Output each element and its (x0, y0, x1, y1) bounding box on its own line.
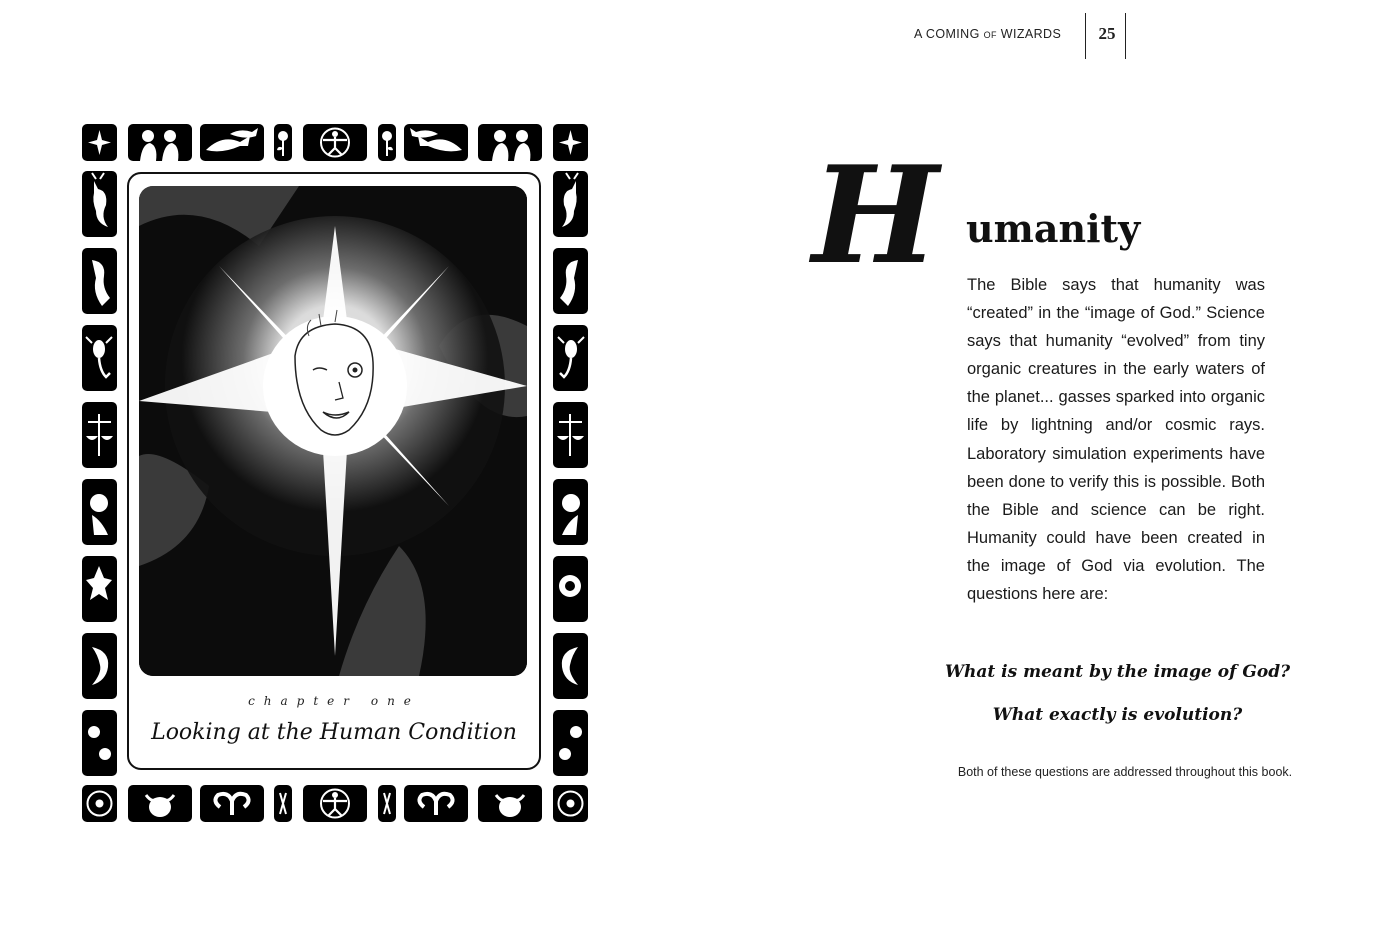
closing-note: Both of these questions are addressed throughout this book. (957, 765, 1293, 779)
zodiac-gemini-icon (128, 124, 192, 161)
zodiac-capricorn-icon (82, 248, 117, 314)
chapter-illustration (139, 186, 527, 676)
book-title: A COMING OF WIZARDS (914, 27, 1062, 41)
zodiac-cancer-icon (553, 710, 588, 776)
zodiac-taurus-icon (128, 785, 192, 822)
zodiac-leo-icon (82, 556, 117, 622)
zodiac-capricorn-icon (82, 171, 117, 237)
zodiac-aries-icon (404, 785, 468, 822)
chapter-title: Looking at the Human Condition (151, 720, 517, 745)
chapter-label: chapter one (248, 694, 420, 708)
star-icon (553, 124, 588, 161)
zodiac-leo-icon (82, 479, 117, 545)
rose-icon (378, 785, 396, 822)
page-number: 25 (1098, 24, 1116, 43)
zodiac-taurus-icon (478, 785, 542, 822)
body-paragraph: The Bible says that humanity was “created” in the “image of God.” Science says that humanity “evolved” from tiny organic creatures in the early waters of the planet... gasses sparked into organic life by lightning and/or cosmic rays. Laboratory simulation experiments have been done to verify this is possible. Both the Bible and science can be right. Humanity could have been created in the image of God via evolution. The questions here are: (967, 276, 1265, 604)
zodiac-leo-icon (553, 479, 588, 545)
zodiac-capricorn-icon (553, 248, 588, 314)
zodiac-pisces-icon (404, 124, 468, 161)
zodiac-gemini-icon (478, 124, 542, 161)
vitruvian-man-icon (303, 124, 367, 161)
star-icon (82, 124, 117, 161)
zodiac-cancer-icon (553, 633, 588, 699)
header-rule-left (1085, 13, 1086, 59)
chapter-card-frame (82, 124, 590, 822)
zodiac-aries-icon (200, 785, 264, 822)
zodiac-leo-icon (553, 556, 588, 622)
zodiac-capricorn-icon (553, 171, 588, 237)
zodiac-scorpio-icon (82, 325, 117, 391)
zodiac-pisces-icon (200, 124, 264, 161)
chapter-card (127, 172, 541, 770)
ankh-icon (553, 785, 588, 822)
zodiac-scorpio-icon (553, 325, 588, 391)
vitruvian-man-icon (303, 785, 367, 822)
book-title-of: OF (983, 30, 997, 40)
zodiac-cancer-icon (82, 633, 117, 699)
zodiac-cancer-icon (82, 710, 117, 776)
drop-cap: H (812, 136, 939, 294)
zodiac-libra-icon (82, 402, 117, 468)
question-one: What is meant by the image of God? (944, 662, 1291, 682)
zodiac-libra-icon (553, 402, 588, 468)
question-two: What exactly is evolution? (992, 705, 1243, 725)
header-rule-right (1125, 13, 1126, 59)
section-heading: umanity (966, 206, 1141, 251)
rose-icon (378, 124, 396, 161)
rose-icon (274, 124, 292, 161)
ankh-icon (82, 785, 117, 822)
rose-icon (274, 785, 292, 822)
